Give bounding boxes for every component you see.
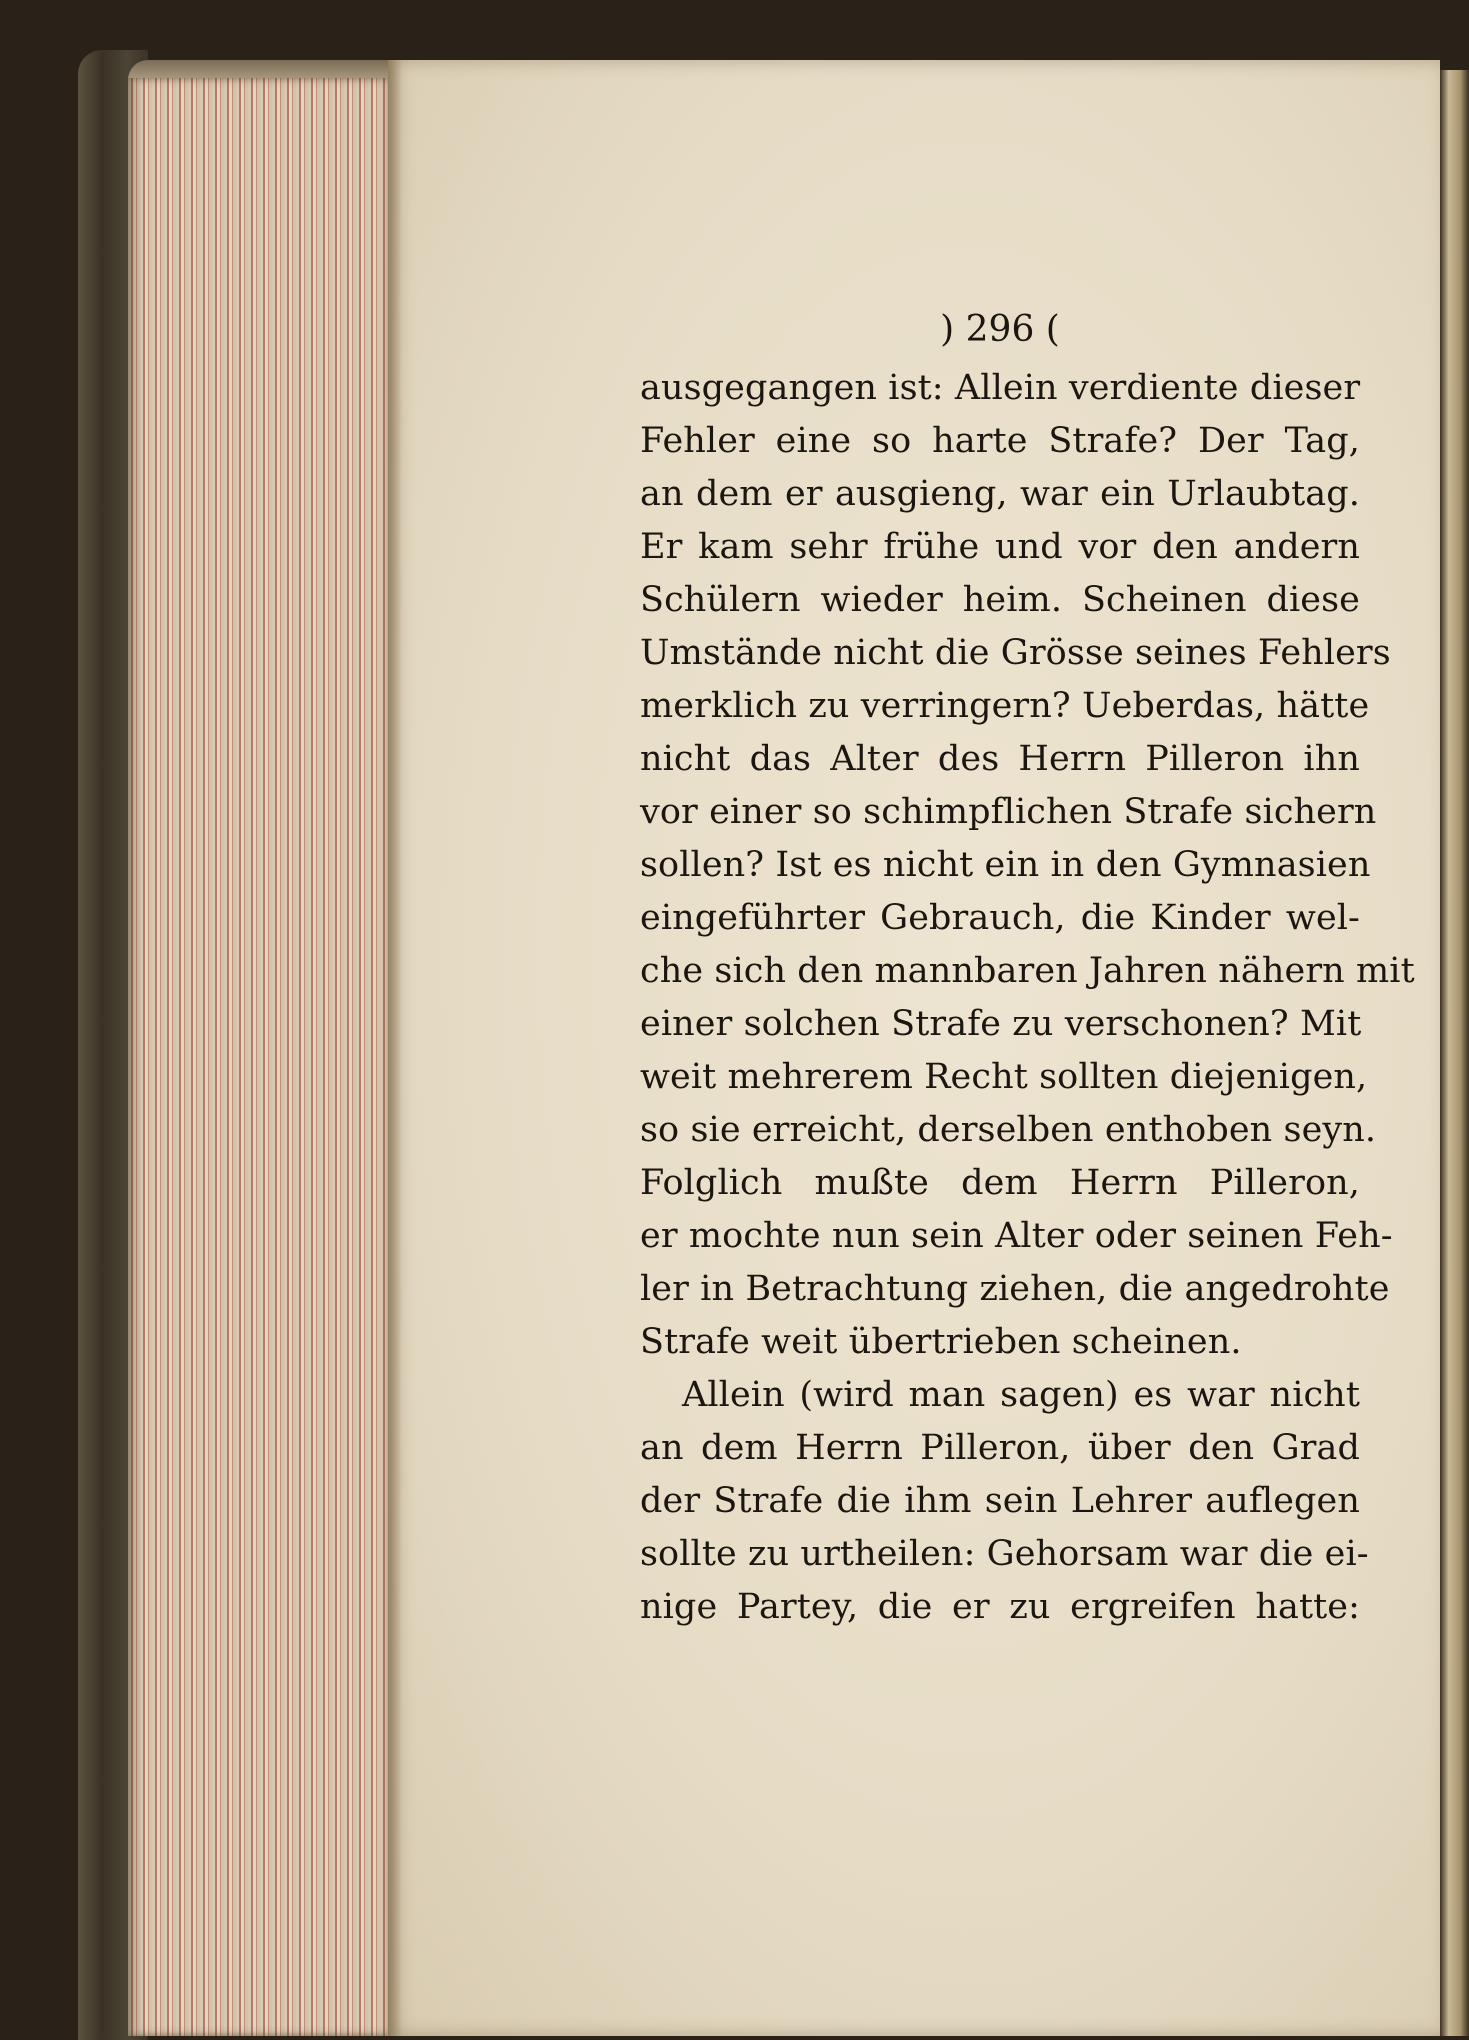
text-line: so sie erreicht, derselben enthoben seyn. [640, 1110, 1377, 1150]
text-line: sollen? Ist es nicht ein in den Gymnasien [640, 845, 1371, 885]
text-line: Fehler eine so harte Strafe? Der Tag, [640, 421, 1360, 461]
text-line: merklich zu verringern? Ueberdas, hätte [640, 686, 1370, 726]
facing-page-edge [1440, 70, 1469, 2036]
text-line: einer solchen Strafe zu verschonen? Mit [640, 1004, 1362, 1044]
text-line: Strafe weit übertrieben scheinen. [640, 1322, 1242, 1362]
text-line: eingeführter Gebrauch, die Kinder wel- [640, 898, 1360, 938]
text-line: che sich den mannbaren Jahren nähern mit [640, 951, 1415, 991]
text-line: Folglich mußte dem Herrn Pilleron, [640, 1163, 1360, 1203]
text-line: Schülern wieder heim. Scheinen diese [640, 580, 1360, 620]
text-line: nige Partey, die er zu ergreifen hatte: [640, 1587, 1360, 1627]
text-line: Er kam sehr frühe und vor den andern [640, 527, 1360, 567]
text-line: vor einer so schimpflichen Strafe sichern [640, 792, 1377, 832]
text-line: er mochte nun sein Alter oder seinen Feh- [640, 1216, 1393, 1256]
text-line: Umstände nicht die Grösse seines Fehlers [640, 633, 1391, 673]
text-line: Allein (wird man sagen) es war nicht [682, 1375, 1360, 1415]
text-line: ausgegangen ist: Allein verdiente dieser [640, 368, 1361, 408]
page-number: ) 296 ( [940, 309, 1060, 350]
text-line: an dem er ausgieng, war ein Urlaubtag. [640, 474, 1360, 514]
text-line: nicht das Alter des Herrn Pilleron ihn [640, 739, 1360, 779]
text-line: ler in Betrachtung ziehen, die angedrohte [640, 1269, 1390, 1309]
text-line: an dem Herrn Pilleron, über den Grad [640, 1428, 1360, 1468]
text-line: der Strafe die ihm sein Lehrer auflegen [640, 1481, 1360, 1521]
page-gutter [388, 60, 402, 2036]
text-line: sollte zu urtheilen: Gehorsam war die ei- [640, 1534, 1369, 1574]
page-edges [128, 78, 390, 2036]
text-line: weit mehrerem Recht sollten diejenigen, [640, 1057, 1368, 1097]
